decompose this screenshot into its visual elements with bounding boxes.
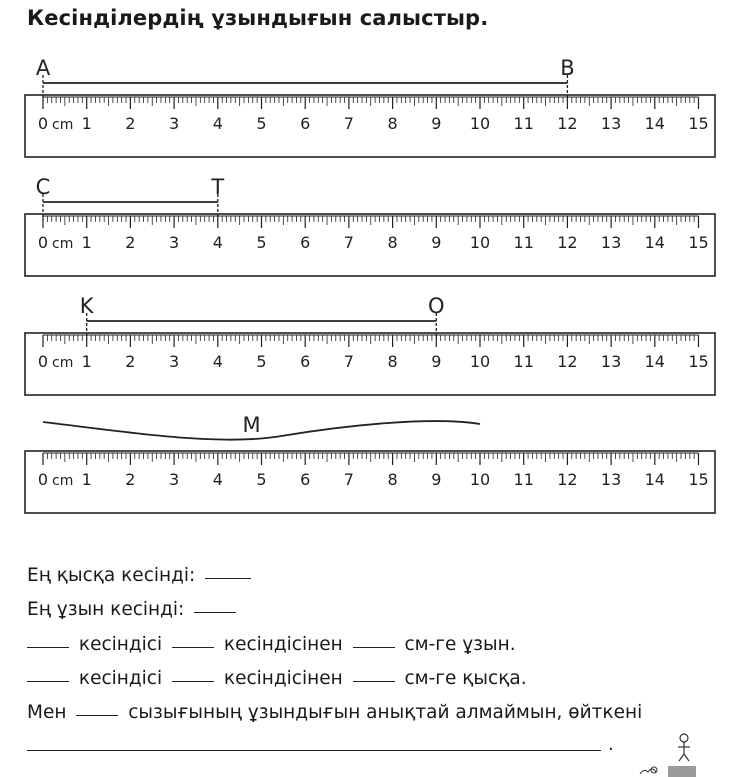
longer-segment-blank-1[interactable] [27,647,69,648]
ruler-tick-label: 13 [600,470,622,489]
ruler-tick-label: 4 [212,470,223,489]
ruler-tick-label: 0 [37,352,49,371]
ruler-tick-label: 9 [431,352,442,371]
segment-start-label: A [35,56,51,80]
ruler-unit-label: cm [52,355,74,371]
ruler-tick-label: 9 [431,233,442,252]
ruler-tick-label: 2 [125,233,136,252]
ruler-tick-label: 13 [600,352,622,371]
segment-start-label: K [79,294,94,318]
ruler-tick-label: 9 [431,470,442,489]
shortest-question [27,565,255,586]
ruler-tick-label: 3 [169,233,180,252]
ruler-tick-label: 6 [300,352,311,371]
ruler-tick-label: 12 [557,233,578,252]
ruler-tick-label: 15 [688,233,709,252]
ruler-tick-label: 4 [212,352,223,371]
ruler-tick-label: 10 [469,114,491,133]
ruler-tick-label: 11 [513,470,534,489]
shortest-answer-blank[interactable] [205,578,251,579]
segment-end-label: T [211,175,225,199]
shorter-segment-blank-1[interactable] [27,681,69,682]
ruler-unit-label: cm [52,236,74,252]
ruler-tick-label: 5 [256,352,267,371]
ruler-tick-label: 13 [600,233,622,252]
ruler-tick-label: 5 [256,233,267,252]
shorter-segment-blank-2[interactable] [172,681,214,682]
ruler-tick-label: 11 [513,233,534,252]
segment-end-label: B [560,56,575,80]
ruler-tick-label: 7 [343,233,354,252]
ruler-tick-label: 0 [37,470,49,489]
cannot-suffix: сызығының ұзындығын анықтай алмаймын, өйткені [128,702,643,723]
ruler-tick-label: 10 [469,233,491,252]
ruler-tick-label: 15 [688,470,709,489]
shorter-comparison-question [27,668,527,689]
ruler-tick-label: 12 [557,470,578,489]
curve-label: M [242,413,261,437]
ruler-tick-label: 3 [169,470,180,489]
curve-line [43,421,480,440]
segment-word: кесіндісі [78,634,163,655]
ruler-tick-label: 14 [644,233,665,252]
ruler-tick-label: 12 [557,114,578,133]
ruler-tick-label: 2 [125,114,136,133]
shorter-by-text: см-ге қысқа. [404,668,527,689]
ruler-tick-label: 8 [387,470,398,489]
ruler-tick-label: 8 [387,114,398,133]
segment-word: кесіндісі [78,668,163,689]
ruler-tick-label: 1 [81,114,92,133]
longer-comparison-question [27,634,516,655]
ruler-tick-label: 6 [300,233,311,252]
from-segment-word: кесіндісінен [223,634,343,655]
ruler-tick-label: 15 [688,114,709,133]
ruler-tick-label: 15 [688,352,709,371]
ruler-tick-label: 4 [212,114,223,133]
ruler-tick-label: 1 [81,470,92,489]
ruler-tick-label: 2 [125,352,136,371]
ruler-4 [25,413,715,513]
cannot-prefix: Мен [27,702,67,723]
ruler-unit-label: cm [52,473,74,489]
ruler-tick-label: 11 [513,114,534,133]
cannot-measure-blank[interactable] [76,715,118,716]
shortest-label: Ең қысқа кесінді: [27,565,196,586]
ruler-unit-label: cm [52,117,74,133]
ruler-tick-label: 1 [81,233,92,252]
segment-end-label: O [428,294,445,318]
reason-end-dot: . [608,734,614,755]
ruler-tick-label: 10 [469,470,491,489]
segment-start-label: C [35,175,51,199]
longer-segment-blank-2[interactable] [172,647,214,648]
reason-answer-line[interactable] [27,750,601,751]
ruler-tick-label: 12 [557,352,578,371]
longest-question [27,599,240,620]
from-segment-word: кесіндісінен [223,668,343,689]
ruler-tick-label: 7 [343,352,354,371]
ruler-tick-label: 11 [513,352,534,371]
ruler-tick-label: 14 [644,470,665,489]
ruler-tick-label: 7 [343,470,354,489]
longer-by-text: см-ге ұзын. [404,634,516,655]
ruler-tick-label: 3 [169,352,180,371]
ruler-tick-label: 10 [469,352,491,371]
ruler-tick-label: 9 [431,114,442,133]
shorter-cm-blank[interactable] [353,681,395,682]
ruler-tick-label: 8 [387,233,398,252]
cannot-measure-question [27,702,642,723]
ruler-tick-label: 1 [81,352,92,371]
ruler-2 [25,175,715,276]
pencil-character-icon [630,728,734,777]
ruler-tick-label: 0 [37,114,49,133]
page-title: Кесінділердің ұзындығын салыстыр. [27,6,489,30]
ruler-tick-label: 2 [125,470,136,489]
ruler-3 [25,294,715,395]
ruler-tick-label: 14 [644,352,665,371]
ruler-tick-label: 6 [300,114,311,133]
ruler-tick-label: 13 [600,114,622,133]
ruler-tick-label: 7 [343,114,354,133]
longest-label: Ең ұзын кесінді: [27,599,185,620]
ruler-tick-label: 3 [169,114,180,133]
ruler-tick-label: 6 [300,470,311,489]
ruler-tick-label: 8 [387,352,398,371]
longer-cm-blank[interactable] [353,647,395,648]
ruler-tick-label: 5 [256,470,267,489]
ruler-tick-label: 4 [212,233,223,252]
longest-answer-blank[interactable] [194,612,236,613]
ruler-tick-label: 0 [37,233,49,252]
ruler-tick-label: 5 [256,114,267,133]
ruler-tick-label: 14 [644,114,665,133]
ruler-1 [25,56,715,157]
